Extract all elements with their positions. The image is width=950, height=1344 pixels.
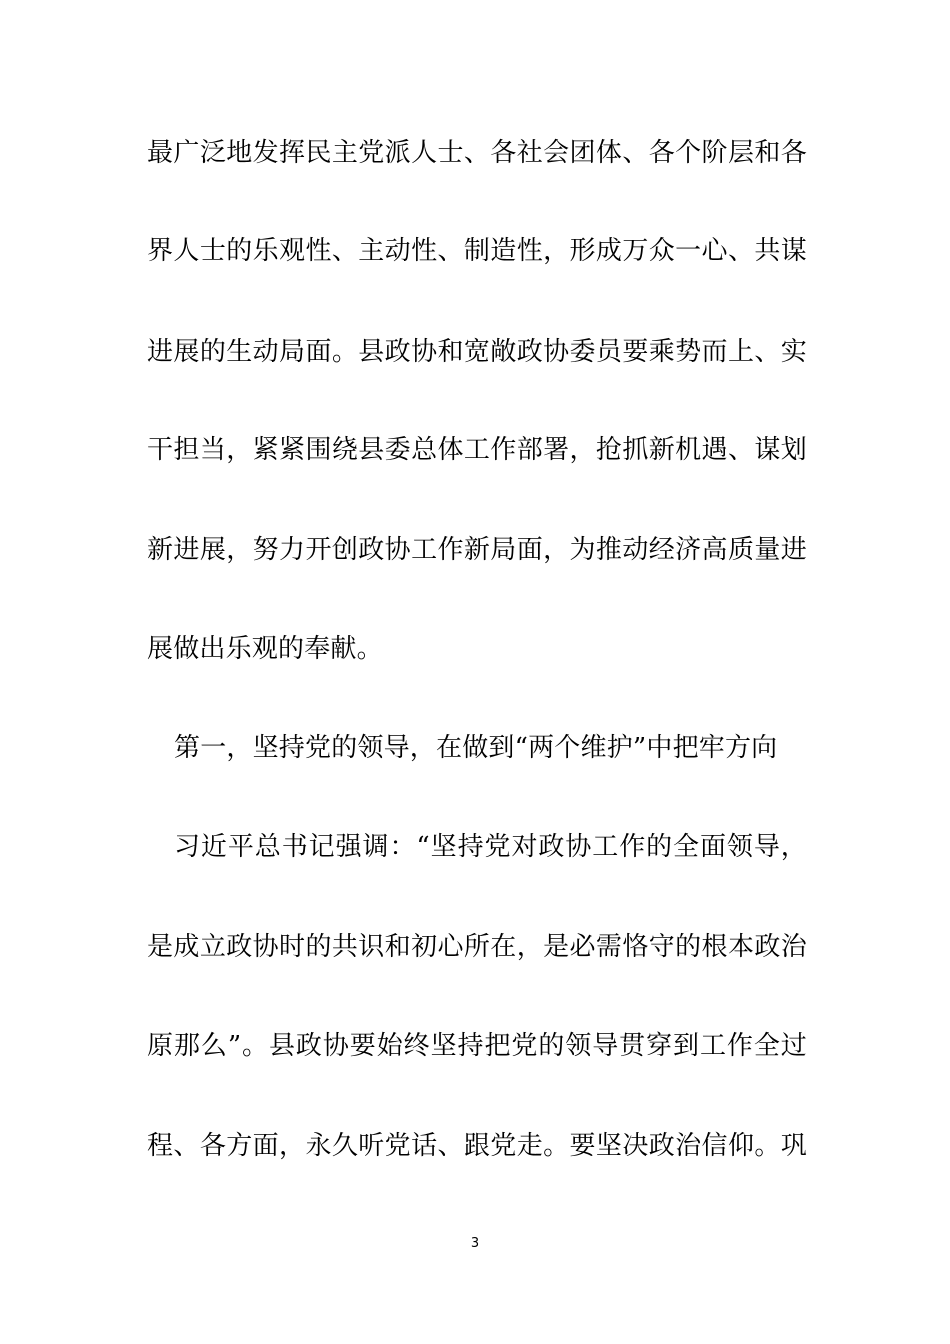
body-text-line-6: 展做出乐观的奉献。 <box>147 634 383 664</box>
section-heading: 第一，坚持党的领导，在做到“两个维护”中把牢方向 <box>174 733 778 763</box>
body-text-line-11: 程、各方面，永久听党话、跟党走。要坚决政治信仰。巩 <box>147 1131 807 1161</box>
body-text-line-2: 界人士的乐观性、主动性、制造性，形成万众一心、共谋 <box>147 236 807 266</box>
body-text-line-5: 新进展，努力开创政协工作新局面，为推动经济高质量进 <box>147 535 807 565</box>
body-text-line-9: 是成立政协时的共识和初心所在，是必需恪守的根本政治 <box>147 932 807 962</box>
body-text-line-8: 习近平总书记强调：“坚持党对政协工作的全面领导， <box>174 832 807 862</box>
page-number: 3 <box>470 1236 480 1251</box>
body-text-line-4: 干担当，紧紧围绕县委总体工作部署，抢抓新机遇、谋划 <box>147 435 807 465</box>
body-text-line-3: 进展的生动局面。县政协和宽敞政协委员要乘势而上、实 <box>147 337 807 367</box>
body-text-line-1: 最广泛地发挥民主党派人士、各社会团体、各个阶层和各 <box>147 138 807 168</box>
body-text-line-10: 原那么”。县政协要始终坚持把党的领导贯穿到工作全过 <box>147 1031 807 1061</box>
